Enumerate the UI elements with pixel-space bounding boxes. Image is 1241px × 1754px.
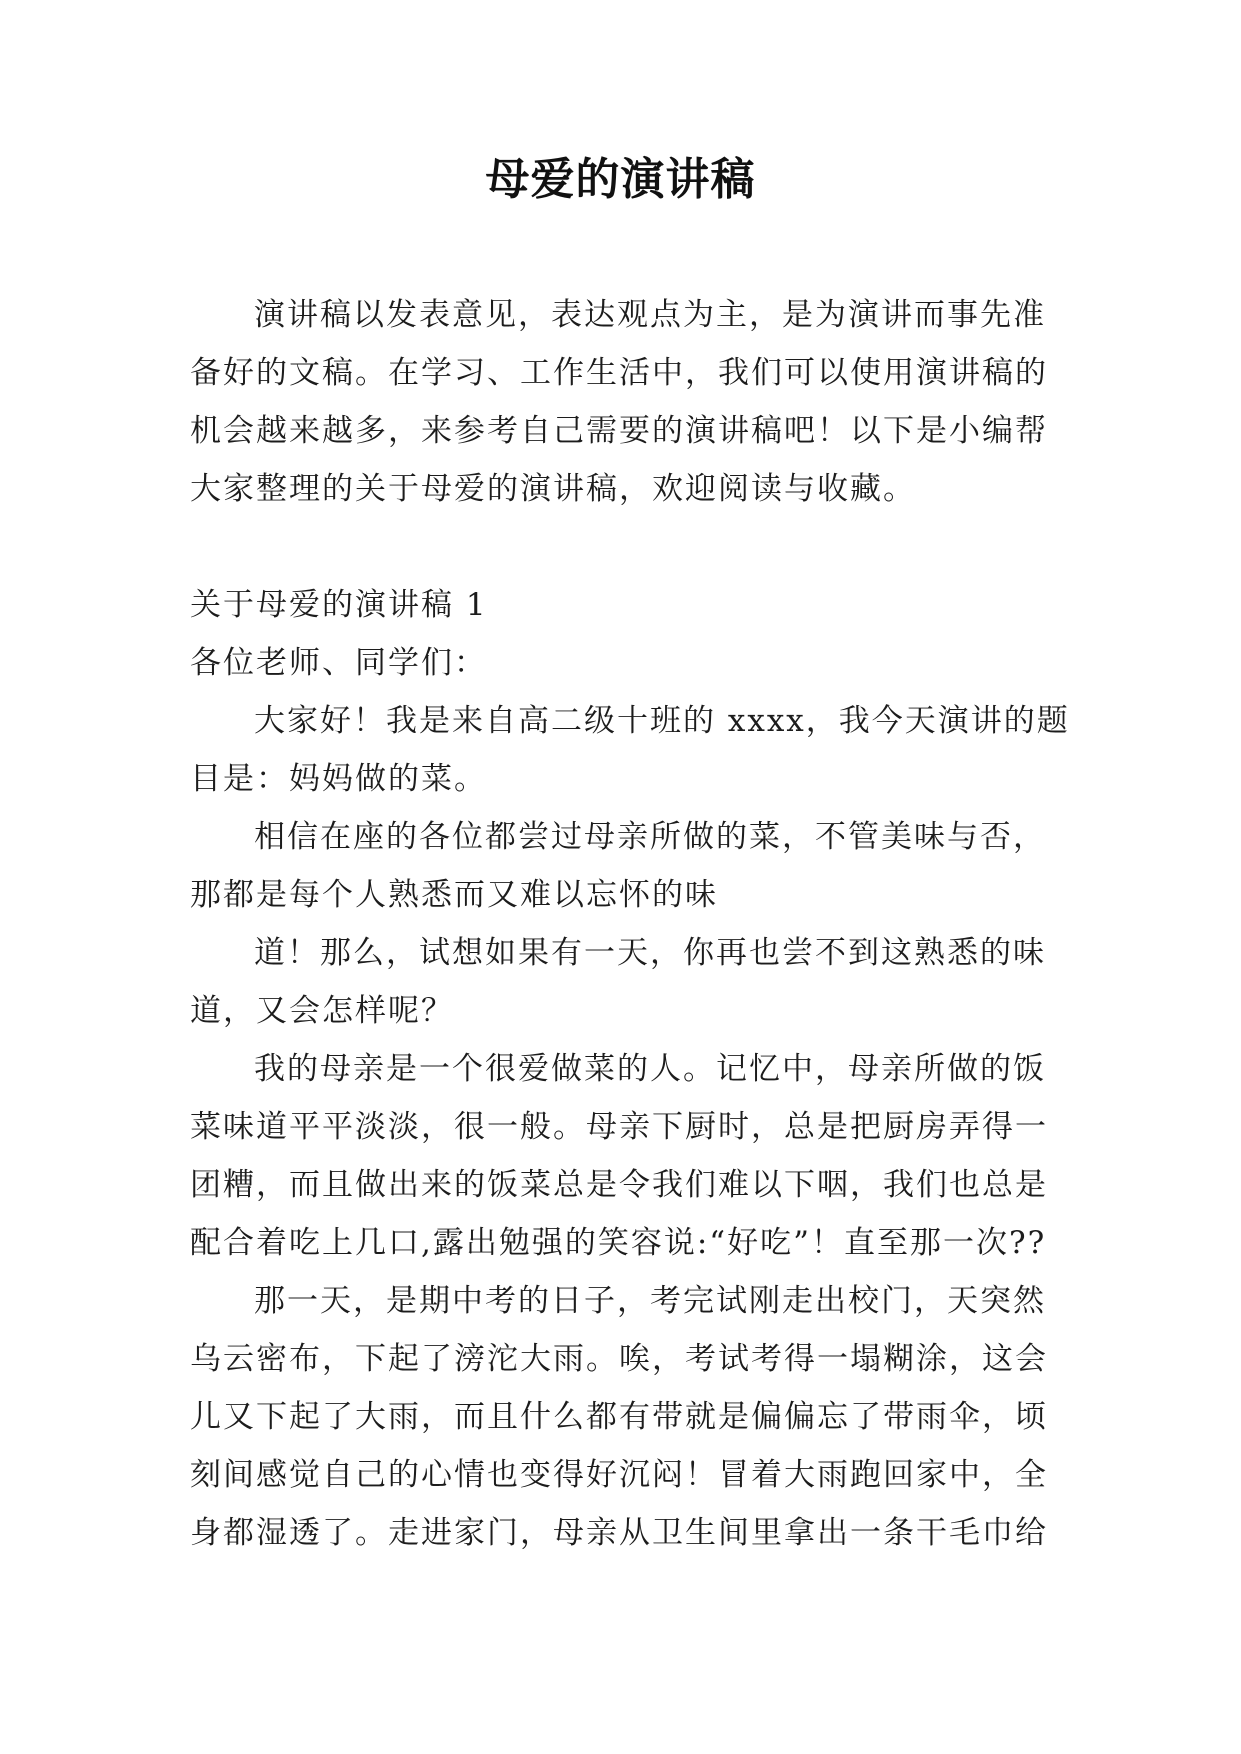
intro-line: 机会越来越多，来参考自己需要的演讲稿吧！以下是小编帮 bbox=[190, 413, 1048, 449]
paragraph-line: 相信在座的各位都尝过母亲所做的菜，不管美味与否， bbox=[254, 819, 1046, 855]
paragraph-line: 身都湿透了。走进家门，母亲从卫生间里拿出一条干毛巾给 bbox=[190, 1515, 1048, 1551]
paragraph-line: 大家好！我是来自高二级十班的 xxxx，我今天演讲的题 bbox=[254, 703, 1070, 739]
paragraph-line: 刻间感觉自己的心情也变得好沉闷！冒着大雨跑回家中，全 bbox=[190, 1457, 1048, 1493]
paragraph-line: 配合着吃上几口,露出勉强的笑容说:“好吃”！直至那一次?? bbox=[190, 1225, 1047, 1261]
paragraph-line: 团糟，而且做出来的饭菜总是令我们难以下咽，我们也总是 bbox=[190, 1167, 1048, 1203]
paragraph-line: 儿又下起了大雨，而且什么都有带就是偏偏忘了带雨伞，顷 bbox=[190, 1399, 1048, 1435]
intro-line: 大家整理的关于母爱的演讲稿，欢迎阅读与收藏。 bbox=[190, 471, 916, 507]
paragraph-line: 那都是每个人熟悉而又难以忘怀的味 bbox=[190, 877, 718, 913]
speech-section bbox=[190, 576, 1070, 1562]
section-heading: 关于母爱的演讲稿 1 bbox=[190, 587, 488, 623]
paragraph-line: 那一天，是期中考的日子，考完试刚走出校门，天突然 bbox=[254, 1283, 1046, 1319]
paragraph-line: 目是：妈妈做的菜。 bbox=[190, 761, 487, 797]
intro-line: 备好的文稿。在学习、工作生活中，我们可以使用演讲稿的 bbox=[190, 355, 1048, 391]
intro-paragraph bbox=[190, 286, 1065, 518]
paragraph-line: 道！那么，试想如果有一天，你再也尝不到这熟悉的味 bbox=[254, 935, 1046, 971]
paragraph-line: 道，又会怎样呢？ bbox=[190, 993, 454, 1029]
paragraph-line: 我的母亲是一个很爱做菜的人。记忆中，母亲所做的饭 bbox=[254, 1051, 1046, 1087]
paragraph-line: 乌云密布，下起了滂沱大雨。唉，考试考得一塌糊涂，这会 bbox=[190, 1341, 1048, 1377]
intro-line: 演讲稿以发表意见，表达观点为主，是为演讲而事先准 bbox=[254, 297, 1046, 333]
document-title: 母爱的演讲稿 bbox=[485, 154, 756, 205]
salutation: 各位老师、同学们： bbox=[190, 645, 487, 681]
paragraph-line: 菜味道平平淡淡，很一般。母亲下厨时，总是把厨房弄得一 bbox=[190, 1109, 1048, 1145]
